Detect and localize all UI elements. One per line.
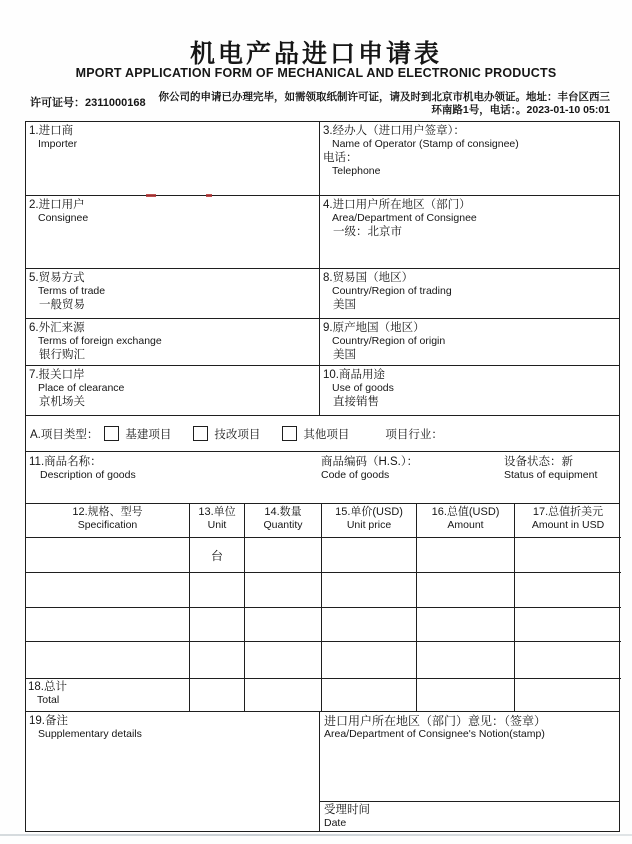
goods-cell-unit-price-3	[321, 607, 416, 641]
goods-cell-unit-price-1	[321, 537, 416, 572]
hs-code-block	[321, 455, 418, 482]
goods-cell-spec-1	[26, 537, 189, 572]
license-number	[30, 91, 146, 116]
license-value: 2311000168	[85, 97, 146, 109]
spec-header-zh: 12.规格、型号	[72, 506, 143, 518]
remarks-label-en: Supplementary details	[38, 728, 142, 740]
scan-edge-streak	[0, 834, 632, 836]
date-label-en: Date	[324, 817, 347, 829]
goods-cell-quantity-3	[244, 607, 321, 641]
origin-country-value: 美国	[333, 348, 356, 361]
capital-construction-label: 基建项目	[125, 428, 172, 441]
goods-cell-amount-usd-1	[514, 537, 621, 572]
form-title: 机电产品进口申请表	[189, 41, 442, 68]
field-clearance-port	[26, 366, 319, 415]
project-option-technical-renovation	[193, 426, 260, 442]
total-label-en: Total	[37, 694, 60, 706]
notice-line-2: 环南路1号，电话：。2023-01-10 05:01	[431, 103, 610, 116]
col-header-specification	[26, 504, 189, 537]
col-header-unit	[189, 504, 244, 537]
operator-phone-label-en: Telephone	[332, 164, 381, 177]
operator-phone-label-zh: 电话：	[323, 151, 358, 164]
total-quantity-cell	[244, 678, 321, 711]
technical-renovation-checkbox[interactable]	[193, 426, 208, 441]
trading-country-label-en: Country/Region of trading	[332, 285, 452, 297]
field-operator	[319, 122, 619, 195]
trade-terms-label-zh: 5.贸易方式	[29, 272, 85, 284]
goods-use-label-en: Use of goods	[332, 382, 394, 394]
area-value: 一级：北京市	[333, 225, 402, 238]
clearance-label-en: Place of clearance	[38, 382, 125, 394]
field-fx-source	[26, 319, 319, 365]
amount-usd-header-zh: 17.总值折美元	[532, 506, 604, 518]
field-remarks	[26, 712, 319, 831]
field-importer	[26, 122, 319, 195]
fx-source-label-en: Terms of foreign exchange	[38, 335, 162, 347]
goods-cell-amount-4	[416, 641, 514, 678]
goods-meta-row	[26, 451, 619, 503]
goods-name-label-zh: 11.商品名称：	[29, 456, 102, 468]
other-project-label: 其他项目	[303, 428, 350, 441]
trading-country-value: 美国	[333, 298, 356, 311]
field-origin-country	[319, 319, 619, 365]
total-label-zh: 18.总计	[28, 681, 67, 693]
col-header-amount-usd	[514, 504, 621, 537]
trade-terms-label-en: Terms of trade	[38, 285, 106, 297]
capital-construction-checkbox[interactable]	[104, 426, 119, 441]
hs-code-label-zh: 商品编码（H.S.）：	[321, 456, 419, 468]
goods-cell-unit-price-2	[321, 572, 416, 607]
goods-cell-quantity-4	[244, 641, 321, 678]
clearance-label-zh: 7.报关口岸	[29, 369, 85, 381]
goods-use-label-zh: 10.商品用途	[323, 369, 385, 381]
operator-label-en: Name of Operator (Stamp of consignee)	[332, 138, 519, 150]
area-label-zh: 4.进口用户所在地区（部门）	[323, 199, 471, 211]
goods-cell-amount-2	[416, 572, 514, 607]
quantity-header-zh: 14.数量	[264, 506, 302, 518]
hs-code-label-en: Code of goods	[321, 469, 390, 481]
goods-cell-unit-2	[189, 572, 244, 607]
col-header-amount	[416, 504, 514, 537]
pickup-notice	[146, 91, 610, 116]
importer-label-en: Importer	[38, 138, 78, 150]
total-amount-usd-cell	[514, 678, 621, 711]
goods-cell-spec-4	[26, 641, 189, 678]
col-header-quantity	[244, 504, 321, 537]
remarks-label-zh: 19.备注	[29, 715, 68, 727]
form-body	[25, 121, 620, 832]
goods-use-value: 直接销售	[333, 395, 379, 408]
consignee-label-zh: 2.进口用户	[29, 199, 85, 211]
goods-name-block	[29, 455, 136, 482]
spec-header-en: Specification	[77, 519, 138, 531]
opinion-label-zh: 进口用户所在地区（部门）意见：（签章）	[324, 714, 547, 728]
consignee-opinion-section	[319, 712, 619, 831]
equipment-status-block	[504, 455, 618, 482]
red-scan-artifact-1	[146, 194, 156, 197]
total-amount-cell	[416, 678, 514, 711]
equipment-status-label-zh: 设备状态：新	[504, 456, 573, 468]
red-scan-artifact-2	[206, 194, 212, 197]
goods-cell-spec-3	[26, 607, 189, 641]
goods-cell-spec-2	[26, 572, 189, 607]
goods-cell-unit-price-4	[321, 641, 416, 678]
trading-country-label-zh: 8.贸易国（地区）	[323, 272, 414, 284]
other-project-checkbox[interactable]	[282, 426, 297, 441]
origin-country-label-en: Country/Region of origin	[332, 335, 446, 347]
fx-source-label-zh: 6.外汇来源	[29, 322, 85, 334]
goods-cell-quantity-2	[244, 572, 321, 607]
unit-header-en: Unit	[207, 519, 227, 531]
field-consignee	[26, 196, 319, 268]
goods-cell-amount-usd-3	[514, 607, 621, 641]
origin-country-label-zh: 9.原产地国（地区）	[323, 322, 425, 334]
project-option-other	[282, 426, 349, 442]
quantity-header-en: Quantity	[263, 519, 303, 531]
project-type-row	[26, 415, 619, 451]
goods-cell-unit-3	[189, 607, 244, 641]
amount-header-en: Amount	[447, 519, 484, 531]
amount-usd-header-en: Amount in USD	[531, 519, 605, 531]
license-row	[30, 91, 610, 116]
unit-price-header-zh: 15.单价(USD)	[335, 506, 403, 518]
unit-header-zh: 13.单位	[198, 506, 236, 518]
unit-price-header-en: Unit price	[346, 519, 392, 531]
form-subtitle-en: MPORT APPLICATION FORM OF MECHANICAL AND ELECTRONIC PRODUCTS	[75, 66, 557, 80]
clearance-value: 京机场关	[39, 395, 85, 408]
project-type-label: A.项目类型：	[30, 428, 99, 441]
total-row-label-cell	[26, 678, 189, 711]
field-terms-of-trade	[26, 269, 319, 318]
goods-cell-unit-1: 台	[189, 537, 244, 572]
license-label: 许可证号：	[30, 97, 85, 109]
goods-cell-amount-usd-2	[514, 572, 621, 607]
date-label-zh: 受理时间	[324, 804, 370, 816]
goods-table	[26, 503, 619, 711]
goods-cell-quantity-1	[244, 537, 321, 572]
field-trading-country	[319, 269, 619, 318]
importer-label-zh: 1.进口商	[29, 125, 74, 137]
total-unit-price-cell	[321, 678, 416, 711]
consignee-opinion-cell	[320, 712, 619, 802]
field-consignee-area	[319, 196, 619, 268]
goods-cell-unit-4	[189, 641, 244, 678]
fx-source-value: 银行购汇	[39, 348, 85, 361]
field-goods-use	[319, 366, 619, 415]
trade-terms-value: 一般贸易	[39, 298, 85, 311]
opinion-label-en: Area/Department of Consignee's Notion(stamp)	[324, 728, 545, 740]
consignee-label-en: Consignee	[38, 212, 89, 224]
total-unit-cell	[189, 678, 244, 711]
amount-header-zh: 16.总值(USD)	[431, 506, 500, 518]
goods-cell-amount-usd-4	[514, 641, 621, 678]
project-option-capital-construction	[104, 426, 171, 442]
goods-cell-amount-1	[416, 537, 514, 572]
technical-renovation-label: 技改项目	[214, 428, 261, 441]
equipment-status-label-en: Status of equipment	[504, 469, 598, 481]
notice-line-1: 你公司的申请已办理完毕，如需领取纸制许可证，请及时到北京市机电办领证。地址：丰台区西三	[158, 91, 610, 103]
acceptance-date-cell	[320, 802, 619, 831]
area-label-en: Area/Department of Consignee	[332, 212, 477, 224]
project-industry-label: 项目行业：	[385, 428, 443, 441]
operator-label-zh: 3.经办人（进口用户签章）：	[323, 125, 465, 137]
goods-cell-amount-3	[416, 607, 514, 641]
col-header-unit-price	[321, 504, 416, 537]
goods-name-label-en: Description of goods	[40, 469, 136, 481]
